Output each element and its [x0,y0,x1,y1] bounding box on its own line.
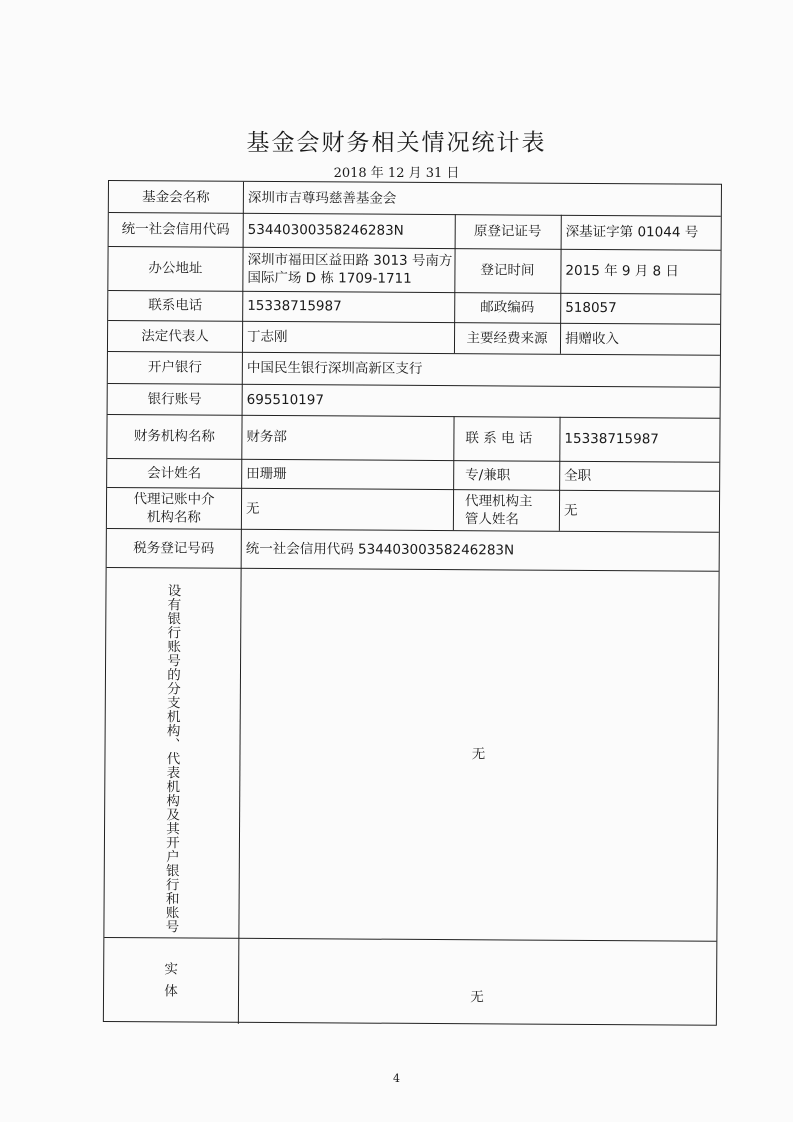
reg-time-value: 2015 年 9 月 8 日 [565,262,680,280]
bank-value: 中国民生银行深圳高新区支行 [246,359,423,377]
address-value: 深圳市福田区益田路 3013 号南方国际广场 D 栋 1709-1711 [247,251,453,287]
page-title: 基金会财务相关情况统计表 [246,130,547,156]
branches-label: 设有银行账号的分支机构、代表机构及其开户银行和账号 [162,583,181,934]
finance-phone-value: 15338715987 [564,430,659,448]
employment-type-label: 专/兼职 [465,466,511,483]
account-label: 银行账号 [147,390,202,408]
accountant-label: 会计姓名 [147,464,202,482]
credit-code-value: 53440300358246283N [247,221,404,239]
branches-value: 无 [471,746,486,763]
financial-info-table [103,180,722,1026]
funding-source-value: 捐赠收入 [564,330,620,347]
accountant-value: 田珊珊 [246,465,287,482]
address-label: 办公地址 [148,260,203,277]
finance-org-value: 财务部 [246,428,287,446]
report-date: 2018 年 12 月 31 日 [333,166,460,181]
employment-type-value: 全职 [564,467,592,484]
legal-rep-value: 丁志刚 [246,328,288,345]
tax-reg-label: 税务登记号码 [133,539,215,557]
phone-label: 联系电话 [148,297,203,314]
foundation-name-value: 深圳市吉尊玛慈善基金会 [247,189,397,207]
original-reg-value: 深基证字第 01044 号 [565,223,699,241]
entity-value: 无 [470,989,484,1006]
postcode-value: 518057 [565,299,617,317]
funding-source-label: 主要经费来源 [466,329,548,347]
foundation-name-label: 基金会名称 [142,188,210,206]
account-value: 695510197 [246,391,325,408]
agent-manager-label: 代理机构主管人姓名 [464,492,533,528]
agent-org-label: 代理记账中介机构名称 [133,490,215,526]
agent-org-value: 无 [245,500,260,517]
page-number: 4 [393,1072,400,1085]
original-reg-label: 原登记证号 [473,223,542,240]
finance-org-label: 财务机构名称 [133,428,215,445]
postcode-label: 邮政编码 [480,299,535,316]
agent-manager-value: 无 [563,502,578,519]
reg-time-label: 登记时间 [480,262,535,279]
credit-code-label: 统一社会信用代码 [121,221,230,238]
phone-value: 15338715987 [247,297,342,315]
finance-phone-label: 联 系 电 话 [465,430,533,447]
bank-label: 开户银行 [147,359,202,376]
entity-label: 实体 [164,961,178,1000]
legal-rep-label: 法定代表人 [141,327,209,345]
tax-reg-value: 统一社会信用代码 53440300358246283N [245,540,515,558]
